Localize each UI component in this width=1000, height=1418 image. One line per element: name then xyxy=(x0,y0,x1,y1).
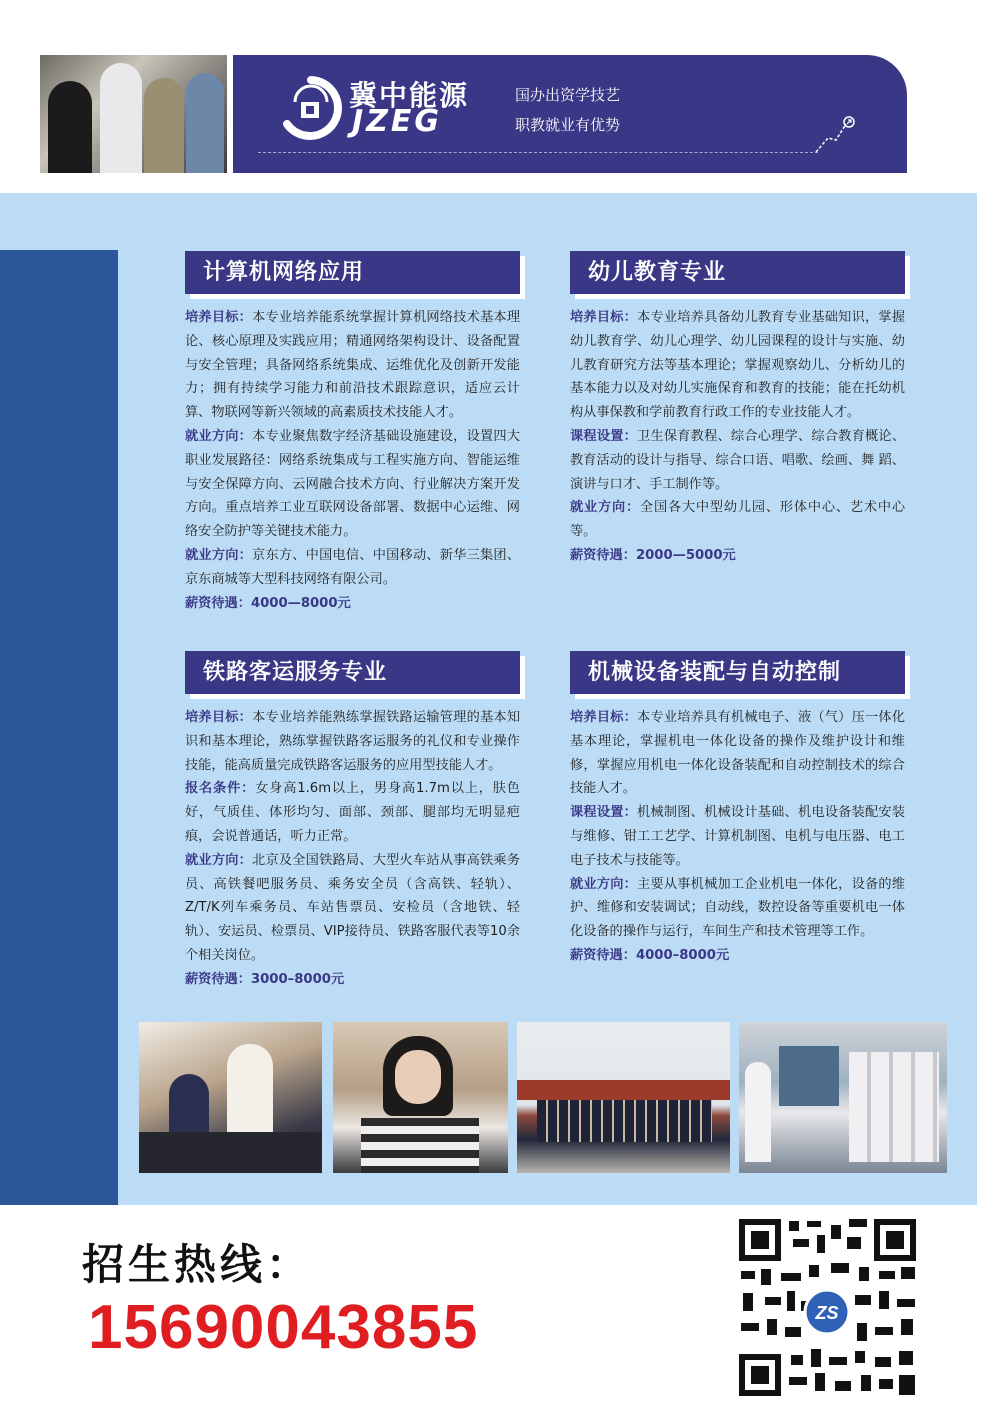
logo-english-name: JZEG xyxy=(352,104,443,139)
qr-code[interactable] xyxy=(735,1215,920,1400)
section-title: 计算机网络应用 xyxy=(185,251,520,294)
section-railway-service xyxy=(185,651,520,992)
section-body xyxy=(185,306,520,615)
section-paragraph: 就业方向：全国各大中型幼儿园、形体中心、艺术中心等。 xyxy=(570,500,906,540)
section-paragraph: 报名条件：女身高1.6m以上，男身高1.7m以上，肤色好，气质佳、体形均匀、面部、颈部、腿部均无明显疤痕，会说普通话，听力正常。 xyxy=(185,781,520,844)
section-body xyxy=(570,306,905,568)
section-paragraph: 培养目标：本专业培养具有机械电子、液（气）压一体化基本理论，掌握机电一体化设备的操作及维护设计和维修，掌握应用机电一体化设备装配和自动控制技术的综合技能人才。 xyxy=(570,710,906,797)
section-title: 铁路客运服务专业 xyxy=(185,651,520,694)
dashed-divider xyxy=(258,152,818,153)
section-early-childhood xyxy=(570,251,905,568)
section-title: 机械设备装配与自动控制 xyxy=(570,651,905,694)
section-paragraph: 就业方向：本专业聚焦数字经济基础设施建设，设置四大职业发展路径：网络系统集成与工程实施方向、智能运维与安全保障方向、云网融合技术方向、行业解决方案开发方向。重点培养工业互联网设备部署、数据中心运维、网络安全防护等关键技术能力。 xyxy=(185,428,521,540)
section-paragraph: 课程设置：卫生保育教程、综合心理学、综合教育概论、教育活动的设计与指导、综合口语、唱歌、绘画、舞 蹈、演讲与口才、手工制作等。 xyxy=(570,428,906,492)
header-photo xyxy=(40,55,227,173)
slogan-line-1: 国办出资学技艺 xyxy=(515,86,621,104)
hotline-label: 招生热线： xyxy=(82,1240,313,1289)
section-body xyxy=(570,706,905,968)
salary-line: 薪资待遇：4000—8000元 xyxy=(185,595,351,611)
section-title: 幼儿教育专业 xyxy=(570,251,905,294)
qr-badge-text: ZS xyxy=(815,1303,839,1323)
section-paragraph: 培养目标：本专业培养能熟练掌握铁路运输管理的基本知识和基本理论，熟练掌握铁路客运服务的礼仪和专业操作技能，能高质量完成铁路客运服务的应用型技能人才。 xyxy=(185,710,521,773)
section-body xyxy=(185,706,520,992)
photo-computer-class xyxy=(139,1022,322,1173)
section-paragraph: 培养目标：本专业培养具备幼儿教育专业基础知识，掌握幼儿教育学、幼儿心理学、幼儿园课程的设计与实施、幼儿教育研究方法等基本理论；掌握观察幼儿、分析幼儿的基本能力以及对幼儿实施保育和教育的技能；能在托幼机构从事保教和学前教育行政工作的专业技能人才。 xyxy=(570,310,906,421)
slogan-line-2: 职教就业有优势 xyxy=(515,116,621,134)
side-accent-bar xyxy=(0,250,118,1205)
salary-line: 薪资待遇：3000–8000元 xyxy=(185,971,345,987)
arrow-icon xyxy=(812,114,858,154)
section-paragraph: 课程设置：机械制图、机械设计基础、机电设备装配安装与维修、钳工工艺学、计算机制图、电机与电压器、电工电子技术与技能等。 xyxy=(570,805,906,868)
salary-line: 薪资待遇：2000—5000元 xyxy=(570,547,736,563)
hotline-number[interactable]: 15690043855 xyxy=(88,1293,479,1362)
section-computer-network xyxy=(185,251,520,615)
photo-railway-crew xyxy=(517,1022,730,1173)
salary-line: 薪资待遇：4000–8000元 xyxy=(570,947,730,963)
section-paragraph: 就业方向：京东方、中国电信、中国移动、新华三集团、京东商城等大型科技网络有限公司。 xyxy=(185,547,521,587)
section-mechanical-automation xyxy=(570,651,905,968)
photo-art-student xyxy=(333,1022,508,1173)
section-paragraph: 就业方向：北京及全国铁路局、大型火车站从事高铁乘务员、高铁餐吧服务员、乘务安全员（含高铁、轻轨）、Z/T/K列车乘务员、车站售票员、安检员（含地铁、轻轨）、安运员、检票员、VIP接待员、铁路客服代表等10余个相关岗位。 xyxy=(185,852,521,963)
section-paragraph: 就业方向：主要从事机械加工企业机电一体化，设备的维护、维修和安装调试；自动线，数控设备等重要机电一体化设备的操作与运行，车间生产和技术管理等工作。 xyxy=(570,876,906,940)
photo-mechanical-lab xyxy=(739,1022,947,1173)
logo-chinese-name: 冀中能源 xyxy=(349,79,470,112)
logo-icon xyxy=(275,72,347,144)
section-paragraph: 培养目标：本专业培养能系统掌握计算机网络技术基本理论、核心原理及实践应用；精通网络架构设计、设备配置与安全管理；具备网络系统集成、运维优化及创新开发能力；拥有持续学习能力和前沿技术跟踪意识，适应云计算、物联网等新兴领域的高素质技术技能人才。 xyxy=(185,310,521,421)
